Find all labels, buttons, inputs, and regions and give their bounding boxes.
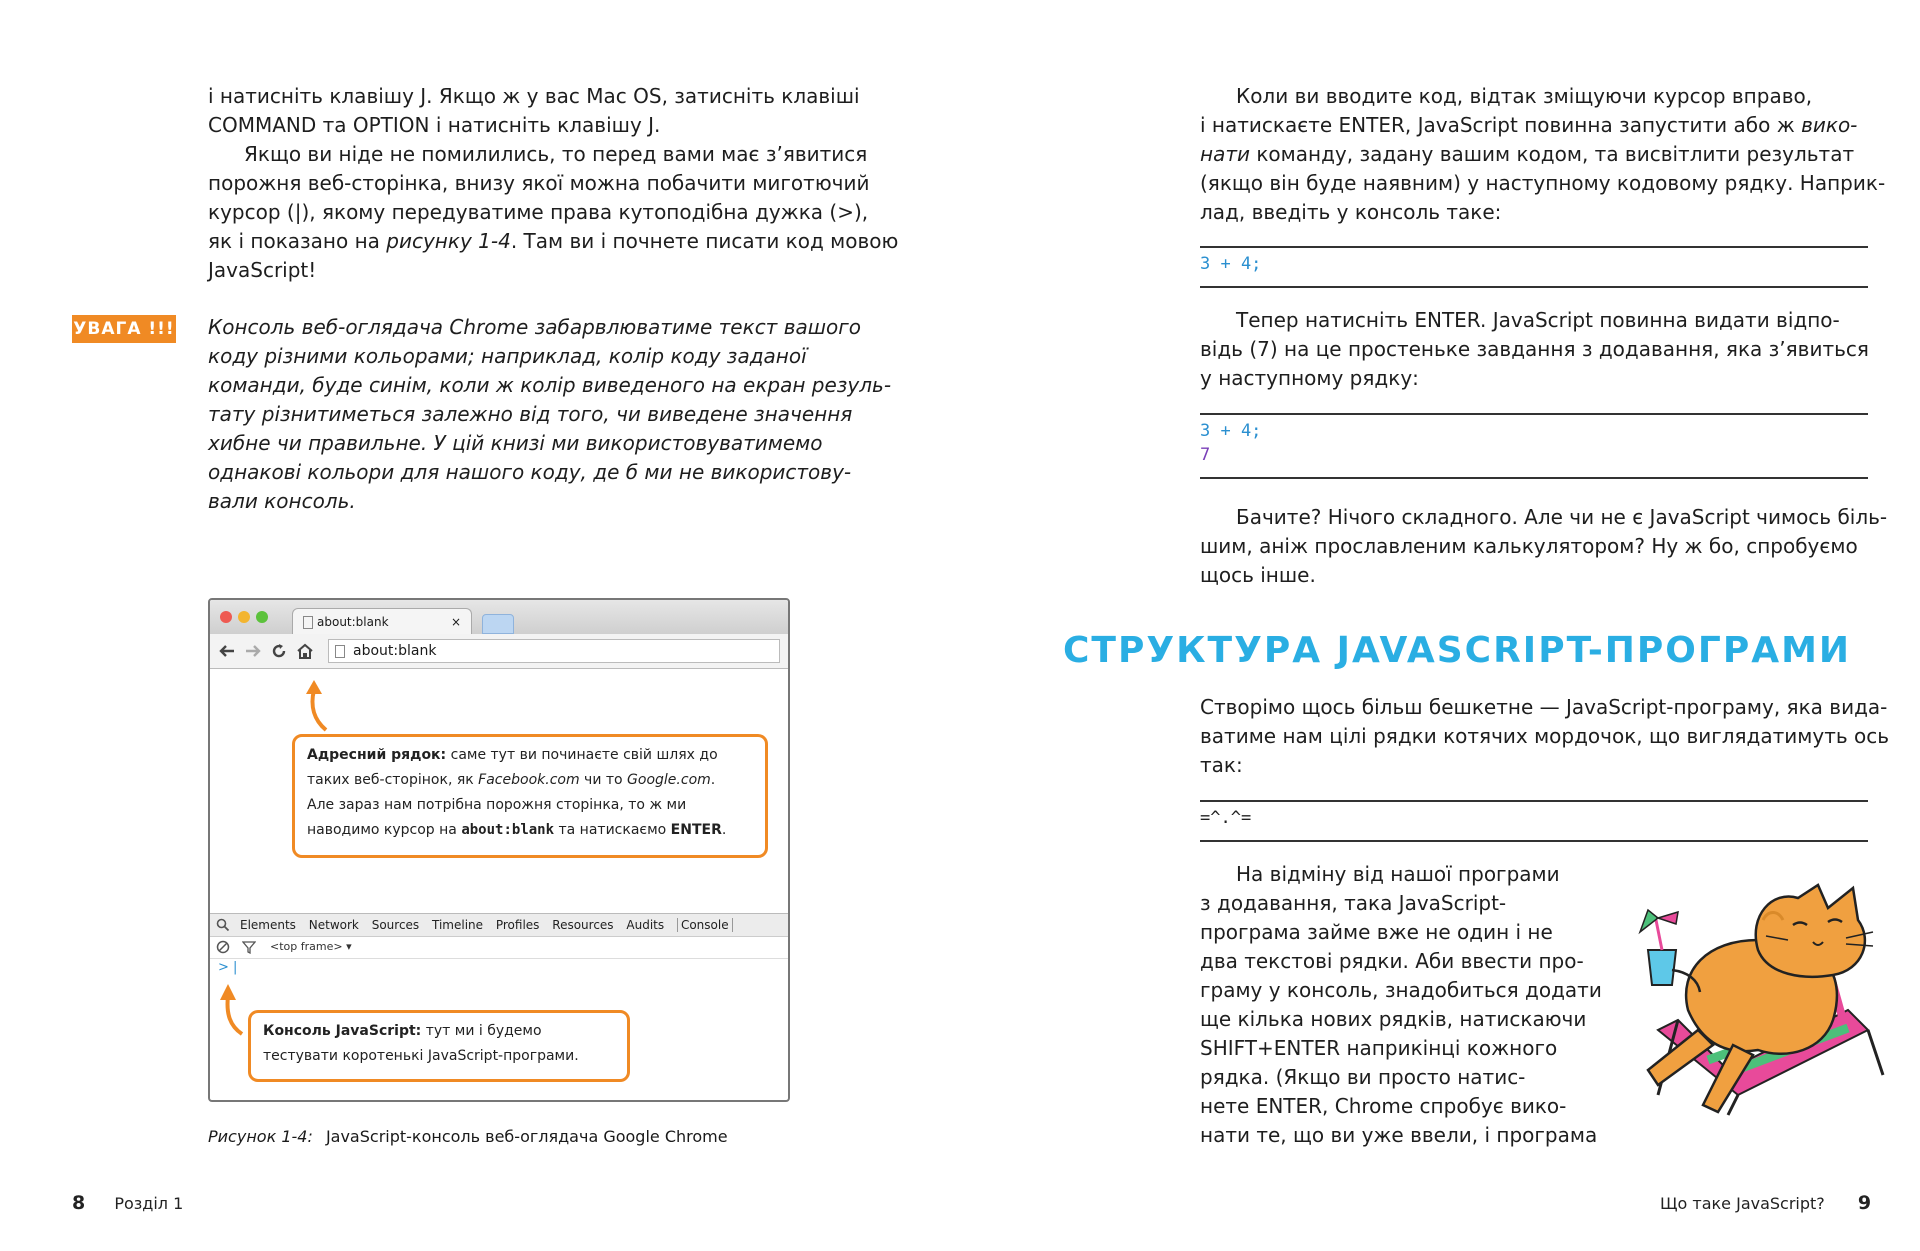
right-footer xyxy=(1660,1192,1871,1214)
caption-text: JavaScript-консоль веб-оглядача Google Chrome xyxy=(325,1127,728,1146)
close-window-dot xyxy=(220,611,232,623)
text-line: (якщо він буде наявним) у наступному кодовому рядку. Наприк- xyxy=(1200,171,1886,195)
address-bar-callout: Адресний рядок: саме тут ви починаєте свій шлях до таких веб-сторінок, як Facebook.com чи то Google.com. Але зараз нам потрібна порожня сторінка, то ж ми наводимо курсор на about:blank та натискаємо ENTER. xyxy=(292,734,768,858)
text-line: вали консоль. xyxy=(208,489,356,513)
right-para-2 xyxy=(1200,306,1869,393)
text-line: так: xyxy=(1200,753,1243,777)
left-para-1 xyxy=(208,82,860,140)
browser-tab xyxy=(292,608,472,635)
search-icon xyxy=(216,918,230,932)
text-line: однакові кольори для нашого коду, де б ми не використову- xyxy=(208,460,852,484)
minimize-window-dot xyxy=(238,611,250,623)
text-line: нати те, що ви уже ввели, і програма xyxy=(1200,1123,1598,1147)
left-footer xyxy=(72,1192,183,1214)
devtools-tab-bar xyxy=(210,913,788,937)
text-line: ще кілька нових рядків, натискаючи xyxy=(1200,1007,1587,1031)
code-block-2 xyxy=(1200,413,1868,479)
text-line: відь (7) на це простеньке завдання з додавання, яка з’явиться xyxy=(1200,337,1869,361)
text-line: два текстові рядки. Аби ввести про- xyxy=(1200,949,1584,973)
devtools-tab-profiles: Profiles xyxy=(495,918,540,932)
devtools-tab-console: Console xyxy=(677,918,733,932)
frame-selector: <top frame> ▾ xyxy=(270,940,352,953)
devtools-tab-network: Network xyxy=(308,918,359,932)
text-line: програма займе вже не один і не xyxy=(1200,920,1553,944)
browser-screenshot-figure xyxy=(208,598,790,1102)
chevron-down-icon: ▾ xyxy=(346,940,352,953)
text-line: Консоль веб-оглядача Chrome забарвлюватиме текст вашого xyxy=(208,315,862,339)
warning-badge: УВАГА !!! xyxy=(72,315,176,343)
left-para-2 xyxy=(208,140,898,285)
text-line: ватиме нам цілі рядки котячих мордочок, що виглядатимуть ось xyxy=(1200,724,1890,748)
devtools-tab-resources: Resources xyxy=(552,918,614,932)
back-arrow-icon xyxy=(218,642,236,660)
address-text: about:blank xyxy=(353,643,437,659)
text-line: шим, аніж прославленим калькулятором? Ну ж бо, спробуємо xyxy=(1200,534,1858,558)
text-line: щось інше. xyxy=(1200,563,1316,587)
console-callout: Консоль JavaScript: тут ми і будемо тестувати коротенькі JavaScript-програми. xyxy=(248,1010,630,1082)
text-line: і натисніть клавішу J. Якщо ж у вас Mac OS, затисніть клавіші xyxy=(208,84,860,108)
devtools-tab-timeline: Timeline xyxy=(432,918,484,932)
text-line: Створімо щось більш бешкетне — JavaScript-програму, яка вида- xyxy=(1200,695,1888,719)
running-head: Що таке JavaScript? xyxy=(1660,1194,1825,1213)
text-line: нете ENTER, Chrome спробує вико- xyxy=(1200,1094,1567,1118)
page-icon xyxy=(303,616,313,629)
text-line: тату різнитиметься залежно від того, чи виведене значення xyxy=(208,402,853,426)
code-block-3 xyxy=(1200,800,1868,842)
browser-toolbar xyxy=(210,634,788,669)
home-icon xyxy=(296,642,314,660)
console-prompt: > | xyxy=(218,960,238,975)
text-line: з додавання, така JavaScript- xyxy=(1200,891,1507,915)
right-para-5 xyxy=(1200,860,1602,1150)
reload-icon xyxy=(270,642,288,660)
page-number: 8 xyxy=(72,1192,86,1214)
page-number: 9 xyxy=(1857,1192,1872,1214)
devtools-tab-elements: Elements xyxy=(240,918,296,932)
text-line: порожня веб-сторінка, внизу якої можна побачити миготючий xyxy=(208,171,870,195)
code-result: 7 xyxy=(1200,445,1211,465)
text-line: Якщо ви ніде не помилились, то перед вами має з’явитися xyxy=(244,142,868,166)
right-para-3 xyxy=(1200,503,1887,590)
text-line: На відміну від нашої програми xyxy=(1236,862,1560,886)
maximize-window-dot xyxy=(256,611,268,623)
text-line: JavaScript! xyxy=(208,258,317,282)
text-line: граму у консоль, знадобиться додати xyxy=(1200,978,1602,1002)
code-line: 3 + 4; xyxy=(1200,254,1262,274)
cat-on-lounger-illustration xyxy=(1618,880,1888,1130)
forward-arrow-icon xyxy=(244,642,262,660)
text-line: і натискаєте ENTER, JavaScript повинна запустити або ж вико- xyxy=(1200,113,1858,137)
text-line: лад, введіть у консоль таке: xyxy=(1200,200,1502,224)
code-line: =^.^= xyxy=(1200,808,1252,828)
text-line: хибне чи правильне. У цій книзі ми використовуватимемо xyxy=(208,431,823,455)
figure-reference: рисунку 1-4 xyxy=(386,229,511,253)
tab-close-icon: × xyxy=(450,615,461,629)
caption-label: Рисунок 1-4: xyxy=(208,1127,313,1146)
right-para-1 xyxy=(1200,82,1885,227)
callout-arrow-icon xyxy=(302,676,342,736)
text-line: Бачите? Нічого складного. Але чи не є JavaScript чимось біль- xyxy=(1236,505,1888,529)
text-line: COMMAND та OPTION і натисніть клавішу J. xyxy=(208,113,661,137)
code-block-1 xyxy=(1200,246,1868,288)
text-line: SHIFT+ENTER наприкінці кожного xyxy=(1200,1036,1558,1060)
filter-icon xyxy=(242,940,256,954)
page-icon xyxy=(335,645,345,658)
browser-titlebar xyxy=(210,600,788,634)
devtools-tab-audits: Audits xyxy=(626,918,665,932)
address-bar xyxy=(328,639,780,663)
text-line: у наступному рядку: xyxy=(1200,366,1419,390)
text-line: нати команду, задану вашим кодом, та висвітлити результат xyxy=(1200,142,1855,166)
devtools-tab-sources: Sources xyxy=(371,918,420,932)
console-filter-bar xyxy=(210,936,788,959)
text-line: команди, буде синім, коли ж колір виведеного на екран резуль- xyxy=(208,373,892,397)
text-line: рядка. (Якщо ви просто натис- xyxy=(1200,1065,1526,1089)
section-heading: СТРУКТУРА JAVASCRIPT-ПРОГРАМИ xyxy=(1063,630,1852,671)
callout-title: Консоль JavaScript: xyxy=(263,1023,422,1039)
callout-title: Адресний рядок: xyxy=(307,747,447,763)
text-line: Тепер натисніть ENTER. JavaScript повинна видати відпо- xyxy=(1236,308,1840,332)
figure-caption xyxy=(208,1127,728,1146)
text-line: коду різними кольорами; наприклад, колір коду заданої xyxy=(208,344,807,368)
right-para-4 xyxy=(1200,693,1889,780)
tab-label: about:blank xyxy=(317,615,389,629)
warning-text xyxy=(208,313,891,516)
clear-console-icon xyxy=(216,940,230,954)
code-line: 3 + 4; xyxy=(1200,421,1262,441)
text-line: Коли ви вводите код, відтак зміщуючи курсор вправо, xyxy=(1236,84,1813,108)
new-tab-button xyxy=(482,614,514,634)
text-line: курсор (|), якому передуватиме права кутоподібна дужка (>), xyxy=(208,200,869,224)
running-head: Розділ 1 xyxy=(114,1194,184,1213)
text-line: як і показано на рисунку 1-4. Там ви і почнете писати код мовою xyxy=(208,229,899,253)
